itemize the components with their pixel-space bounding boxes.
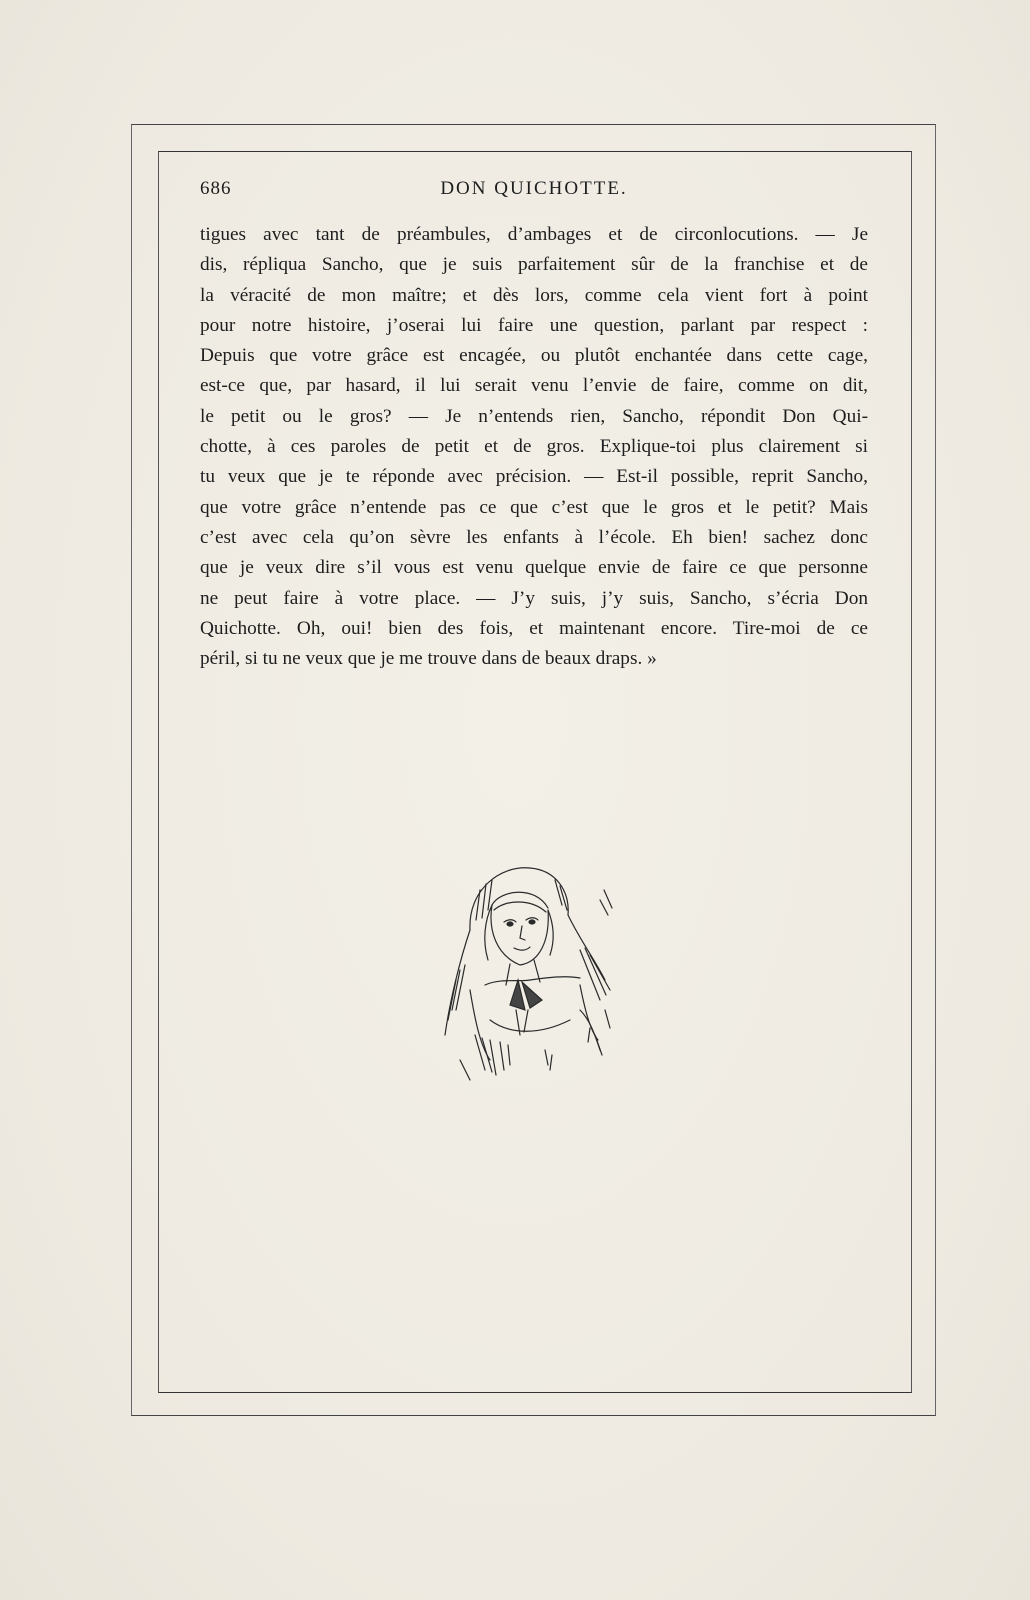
- text-line: le petit ou le gros? — Je n’entends rien, Sancho, répondit Don Qui-: [200, 405, 868, 427]
- page-number: 686: [200, 178, 232, 199]
- body-text: [200, 220, 868, 674]
- text-line: la véracité de mon maître; et dès lors, comme cela vient fort à point: [200, 284, 868, 306]
- text-line: Depuis que votre grâce est encagée, ou plutôt enchantée dans cette cage,: [200, 345, 868, 367]
- running-title: DON QUICHOTTE.: [440, 178, 628, 199]
- text-line: chotte, à ces paroles de petit et de gros. Explique-toi plus clairement si: [200, 436, 868, 458]
- woman-portrait-vignette: [430, 860, 630, 1085]
- text-line: pour notre histoire, j’oserai lui faire une question, parlant par respect :: [200, 314, 868, 336]
- text-line: tu veux que je te réponde avec précision. — Est-il possible, reprit Sancho,: [200, 466, 868, 488]
- text-line: Quichotte. Oh, oui! bien des fois, et maintenant encore. Tire-moi de ce: [200, 617, 868, 639]
- text-line: tigues avec tant de préambules, d’ambages et de circonlocutions. — Je: [200, 224, 868, 245]
- text-line: que votre grâce n’entende pas ce que c’est que le gros et le petit? Mais: [200, 496, 868, 518]
- text-line: est-ce que, par hasard, il lui serait venu l’envie de faire, comme on dit,: [200, 375, 868, 397]
- text-line: péril, si tu ne veux que je me trouve dans de beaux draps. »: [200, 648, 657, 670]
- text-line: dis, répliqua Sancho, que je suis parfaitement sûr de la franchise et de: [200, 254, 868, 276]
- text-line: c’est avec cela qu’on sèvre les enfants à l’école. Eh bien! sachez donc: [200, 526, 868, 548]
- vignette-drawing: [430, 860, 630, 1085]
- text-line: que je veux dire s’il vous est venu quelque envie de faire ce que personne: [200, 557, 868, 579]
- page-header: [200, 178, 868, 208]
- text-line: ne peut faire à votre place. — J’y suis, j’y suis, Sancho, s’écria Don: [200, 587, 868, 609]
